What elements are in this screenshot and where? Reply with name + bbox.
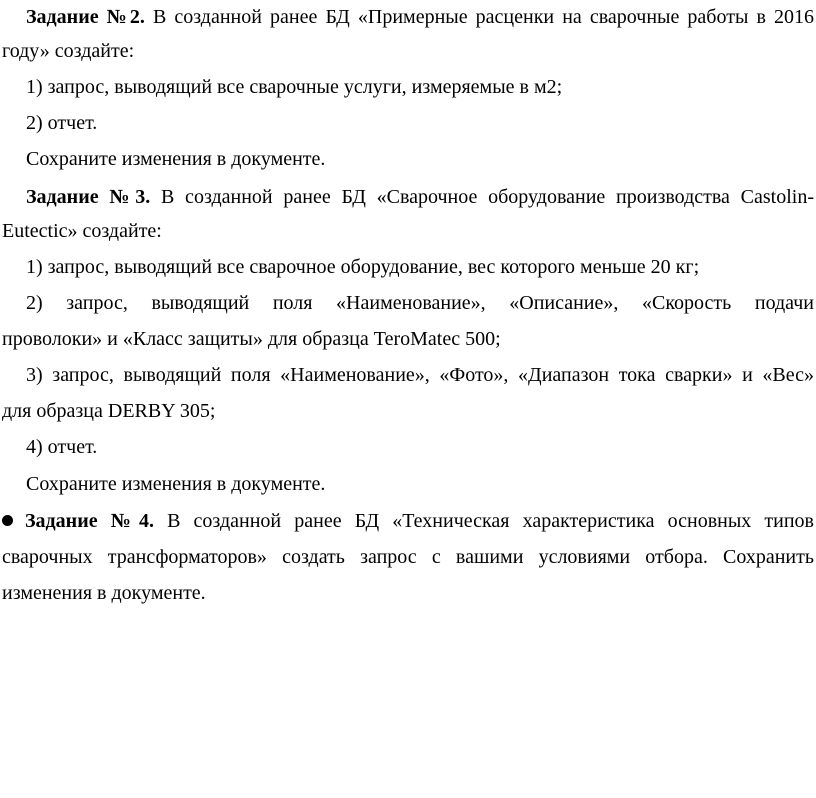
task3-item3-line1: 3) запрос, выводящий поля «Наименование», «Фото», «Диапазон тока сварки» и «Вес» [26, 364, 814, 386]
task3-item1: 1) запрос, выводящий все сварочное оборудование, вес которого меньше 20 кг; [26, 256, 700, 278]
task2-save-note: Сохраните изменения в документе. [26, 148, 326, 170]
task3-text-line2: Eutectic» создайте: [2, 220, 162, 242]
task2-text-line2: году» создайте: [2, 40, 135, 62]
task4-text-line3: изменения в документе. [2, 582, 206, 604]
task3-item2-line2: проволоки» и «Класс защиты» для образца TeroMatec 500; [2, 328, 501, 350]
task4-text-line2: сварочных трансформаторов» создать запрос с вашими условиями отбора. Сохранить [2, 546, 814, 568]
task3-item3-line2: для образца DERBY 305; [2, 400, 216, 422]
task3-item2-line1: 2) запрос, выводящий поля «Наименование», «Описание», «Скорость подачи [26, 292, 814, 314]
task4-heading-line [2, 506, 814, 536]
task3-text-line1: В созданной ранее БД «Сварочное оборудование производства Castolin- [160, 186, 815, 208]
task2-item1: 1) запрос, выводящий все сварочные услуги, измеряемые в м2; [26, 76, 563, 98]
task2-text-line1: В созданной ранее БД «Примерные расценки на сварочные работы в 2016 [152, 6, 815, 28]
task3-save-note: Сохраните изменения в документе. [26, 473, 326, 495]
task4-title: Задание №4. [25, 510, 154, 532]
task3-heading-line [26, 182, 814, 212]
task2-item2: 2) отчет. [26, 112, 98, 134]
bullet-icon [2, 515, 13, 526]
task2-title: Задание №2. [26, 6, 145, 28]
task4-text-line1: В созданной ранее БД «Техническая характеристика основных типов [167, 510, 814, 532]
task2-heading-line [26, 2, 814, 32]
task3-item4: 4) отчет. [26, 436, 98, 458]
task3-title: Задание №3. [26, 186, 151, 208]
